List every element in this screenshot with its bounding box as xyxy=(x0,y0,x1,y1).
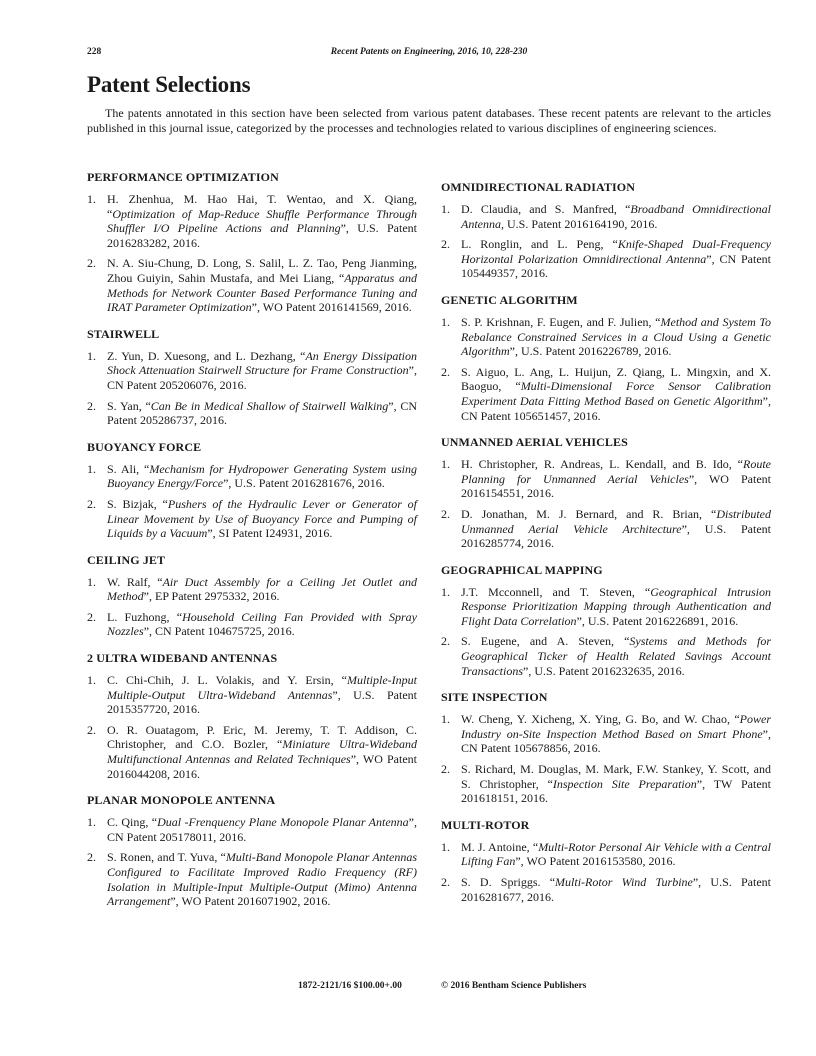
patent-title: Apparatus and Methods for Network Counter Based Performance Tuning and IRAT Parameter Optimization xyxy=(107,270,417,315)
patent-entry: 2. S. Bizjak, “Pushers of the Hydraulic Lever or Generator of Linear Movement by Use of Buoyancy Force and Pumping of Liquids by a Vacuum”, SI Patent I24931, 2016. xyxy=(87,496,417,541)
issn-price: 1872-2121/16 $100.00+.00 xyxy=(298,981,402,991)
section-heading: GEOGRAPHICAL MAPPING xyxy=(441,562,603,577)
patent-entry: 1. J.T. Mcconnell, and T. Steven, “Geographical Intrusion Response Prioritization Mapping through Authentication and Flight Data Correlation”, U.S. Patent 2016226891, 2016. xyxy=(441,584,771,628)
patent-title: An Energy Dissipation Shock Attenuation Stairwell Structure for Frame Construction xyxy=(107,348,417,378)
patent-entry: 2. S. Richard, M. Douglas, M. Mark, F.W. Stankey, Y. Scott, and S. Christopher, “Inspection Site Preparation”, TW Patent 201618151, 2016. xyxy=(441,762,771,806)
patent-title: Multi-Dimensional Force Sensor Calibration Experiment Data Fitting Method Based on Genetic Algorithm xyxy=(461,379,771,408)
patent-entry: 1. M. J. Antoine, “Multi-Rotor Personal Air Vehicle with a Central Lifting Fan”, WO Patent 2016153580, 2016. xyxy=(441,839,771,869)
patent-title: Multiple-Input Multiple-Output Ultra-Wideband Antennas xyxy=(107,673,417,702)
section-ceiling-jet xyxy=(87,553,417,639)
patent-title: Can Be in Medical Shallow of Stairwell Walking xyxy=(150,398,389,413)
patent-title: Power Industry on-Site Inspection Method Based on Smart Phone xyxy=(461,712,771,741)
patent-title: Household Ceiling Fan Provided with Spray Nozzles xyxy=(107,609,417,639)
patent-title: Pushers of the Hydraulic Lever or Generator of Linear Movement by Use of Buoyancy Force and Pumping of Liquids by a Vacuum xyxy=(107,496,417,541)
right-column xyxy=(441,180,771,916)
patent-entry: 1. C. Qing, “Dual -Frenquency Plane Monopole Planar Antenna”, CN Patent 205178011, 2016. xyxy=(87,815,417,844)
patent-title: Route Planning for Unmanned Aerial Vehicles xyxy=(461,457,771,486)
patent-title: Distributed Unmanned Aerial Vehicle Architecture xyxy=(461,506,771,536)
section-heading: OMNIDIRECTIONAL RADIATION xyxy=(441,180,635,194)
patent-entry: 2. S. Ronen, and T. Yuva, “Multi-Band Monopole Planar Antennas Configured to Facilitate Improved Radio Frequency (RF) Isolation in Multiple-Input Multiple-Output (Mimo) Antenna Arrangement”, WO Patent 2016071902, 2016. xyxy=(87,850,417,909)
section-buoyancy-force xyxy=(87,440,417,541)
patent-entry: 2. N. A. Siu-Chung, D. Long, S. Salil, L. Z. Tao, Peng Jianming, Zhou Guiyin, Sahin Mustafa, and Mei Liang, “Apparatus and Methods for Network Counter Based Performance Tuning and IRAT Parameter Optimization”, WO Patent 2016141569, 2016. xyxy=(87,256,417,315)
patent-title: Systems and Methods for Geographical Ticker of Health Related Savings Account Transactions xyxy=(461,634,771,678)
intro-paragraph: The patents annotated in this section have been selected from various patent databases. These recent patents are relevant to the articles published in this journal issue, categorized by the processes and technologies related to various disciplines of engineering sciences. xyxy=(87,106,771,136)
patent-entry: 1. C. Chi-Chih, J. L. Volakis, and Y. Ersin, “Multiple-Input Multiple-Output Ultra-Wideband Antennas”, U.S. Patent 2015357720, 2016. xyxy=(87,673,417,717)
section-geographical-mapping xyxy=(441,563,771,679)
patent-entry: 2. L. Fuzhong, “Household Ceiling Fan Provided with Spray Nozzles”, CN Patent 104675725, 2016. xyxy=(87,609,417,639)
copyright: © 2016 Bentham Science Publishers xyxy=(441,981,587,991)
patent-title: Multi-Band Monopole Planar Antennas Configured to Facilitate Improved Radio Frequency (RF) Isolation in Multiple-Input Multiple-Output (Mimo) Antenna Arrangement xyxy=(107,850,417,909)
patent-entry: 1. S. P. Krishnan, F. Eugen, and F. Julien, “Method and System To Rebalance Constrained Services in a Cloud Using a Genetic Algorithm”, U.S. Patent 2016226789, 2016. xyxy=(441,314,771,359)
patent-entry: 1. H. Zhenhua, M. Hao Hai, T. Wentao, and X. Qiang, “Optimization of Map-Reduce Shuffle Performance Through Shuffler I/O Pipeline Actions and Planning”, U.S. Patent 2016283282, 2016. xyxy=(87,192,417,250)
patent-title: Broadband Omnidirectional Antenna xyxy=(461,202,771,231)
section-site-inspection xyxy=(441,690,771,806)
patent-title: Inspection Site Preparation xyxy=(552,776,697,791)
patent-title: Dual -Frenquency Plane Monopole Planar Antenna xyxy=(157,815,409,830)
section-ultra-wideband-antennas xyxy=(87,651,417,781)
patent-title: Optimization of Map-Reduce Shuffle Performance Through Shuffler I/O Pipeline Actions and Planning xyxy=(107,206,417,236)
page-title: Patent Selections xyxy=(87,72,251,97)
patent-title: Air Duct Assembly for a Ceiling Jet Outlet and Method xyxy=(107,574,417,604)
patent-title: Multi-Rotor Wind Turbine xyxy=(555,875,693,889)
patent-entry: 2. S. Eugene, and A. Steven, “Systems and Methods for Geographical Ticker of Health Related Savings Account Transactions”, U.S. Patent 2016232635, 2016. xyxy=(441,634,771,678)
left-column xyxy=(87,170,417,921)
patent-entry: 1. H. Christopher, R. Andreas, L. Kendall, and B. Ido, “Route Planning for Unmanned Aerial Vehicles”, WO Patent 2016154551, 2016. xyxy=(441,457,771,501)
patent-entry: 1. D. Claudia, and S. Manfred, “Broadband Omnidirectional Antenna, U.S. Patent 2016164190, 2016. xyxy=(441,202,771,231)
section-multi-rotor xyxy=(441,818,771,904)
patent-title: Multi-Rotor Personal Air Vehicle with a Central Lifting Fan xyxy=(461,839,771,869)
section-planar-monopole-antenna xyxy=(87,793,417,909)
patent-entry: 2. D. Jonathan, M. J. Bernard, and R. Brian, “Distributed Unmanned Aerial Vehicle Architecture”, U.S. Patent 2016285774, 2016. xyxy=(441,506,771,551)
patent-entry: 2. S. Aiguo, L. Ang, L. Huijun, Z. Qiang, L. Mingxin, and X. Baoguo, “Multi-Dimensional Force Sensor Calibration Experiment Data Fitting Method Based on Genetic Algorithm”, CN Patent 105651457, 2016. xyxy=(441,364,771,423)
section-heading: STAIRWELL xyxy=(87,326,160,341)
patent-entry: 1. S. Ali, “Mechanism for Hydropower Generating System using Buoyancy Energy/Force”, U.S. Patent 2016281676, 2016. xyxy=(87,461,417,491)
section-heading: SITE INSPECTION xyxy=(441,690,548,705)
section-heading: PERFORMANCE OPTIMIZATION xyxy=(87,170,279,184)
patent-entry: 1. W. Ralf, “Air Duct Assembly for a Ceiling Jet Outlet and Method”, EP Patent 2975332, 2016. xyxy=(87,574,417,604)
section-performance-optimization xyxy=(87,170,417,315)
section-omnidirectional-radiation xyxy=(441,180,771,281)
section-stairwell xyxy=(87,327,417,428)
patent-entry: 2. L. Ronglin, and L. Peng, “Knife-Shaped Dual-Frequency Horizontal Polarization Omnidirectional Antenna”, CN Patent 105449357, 2016. xyxy=(441,237,771,281)
section-heading: UNMANNED AERIAL VEHICLES xyxy=(441,435,628,450)
patent-entry: 2. O. R. Ouatagom, P. Eric, M. Jeremy, T. T. Addison, C. Christopher, and C.O. Bozler, “Miniature Ultra-Wideband Multifunctional Antennas and Related Techniques”, WO Patent 2016044208, 2016. xyxy=(87,722,417,781)
section-heading: BUOYANCY FORCE xyxy=(87,439,202,454)
section-heading: 2 ULTRA WIDEBAND ANTENNAS xyxy=(87,651,278,666)
patent-entry: 1. Z. Yun, D. Xuesong, and L. Dezhang, “An Energy Dissipation Shock Attenuation Stairwell Structure for Frame Construction”, CN Patent 205206076, 2016. xyxy=(87,348,417,392)
running-header xyxy=(87,47,771,61)
patent-entry: 2. S. D. Spriggs. “Multi-Rotor Wind Turbine”, U.S. Patent 2016281677, 2016. xyxy=(441,875,771,904)
patent-title: Geographical Intrusion Response Prioritization Mapping through Authentication and Flight Data Correlation xyxy=(461,584,771,628)
patent-title: Mechanism for Hydropower Generating System using Buoyancy Energy/Force xyxy=(107,461,417,491)
journal-citation: Recent Patents on Engineering, 2016, 10, 228-230 xyxy=(330,47,528,57)
section-genetic-algorithm xyxy=(441,293,771,423)
patent-title: Knife-Shaped Dual-Frequency Horizontal Polarization Omnidirectional Antenna xyxy=(461,237,771,266)
page-number: 228 xyxy=(87,47,102,57)
patent-title: Miniature Ultra-Wideband Multifunctional Antennas and Related Techniques xyxy=(107,737,417,767)
section-heading: PLANAR MONOPOLE ANTENNA xyxy=(87,793,276,808)
section-unmanned-aerial-vehicles xyxy=(441,435,771,551)
patent-entry: 2. S. Yan, “Can Be in Medical Shallow of Stairwell Walking”, CN Patent 205286737, 2016. xyxy=(87,398,417,428)
section-heading: MULTI-ROTOR xyxy=(441,817,530,832)
section-heading: CEILING JET xyxy=(87,552,166,567)
section-heading: GENETIC ALGORITHM xyxy=(441,292,578,307)
patent-title: Method and System To Rebalance Constrained Services in a Cloud Using a Genetic Algorithm xyxy=(461,314,771,359)
patent-entry: 1. W. Cheng, Y. Xicheng, X. Ying, G. Bo, and W. Chao, “Power Industry on-Site Inspection Method Based on Smart Phone”, CN Patent 105678856, 2016. xyxy=(441,712,771,756)
